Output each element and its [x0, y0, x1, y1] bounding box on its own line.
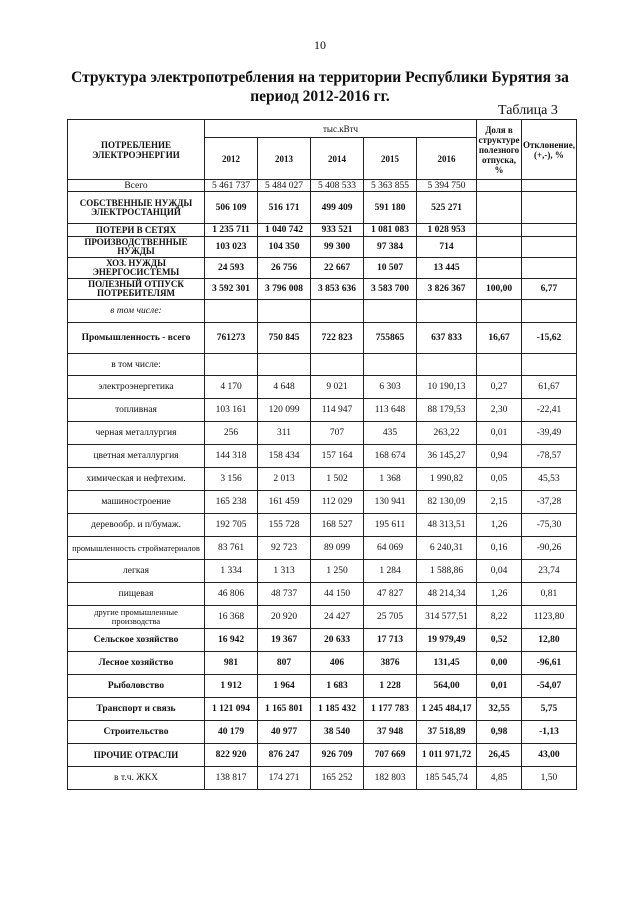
row-label: другие промышленные производства [68, 606, 205, 629]
deviation-value: -39,49 [522, 422, 577, 445]
year-value: 1 177 783 [364, 698, 417, 721]
year-value: 158 434 [258, 445, 311, 468]
share-value: 0,05 [477, 468, 522, 491]
row-label: Строительство [68, 721, 205, 744]
year-value: 1 185 432 [311, 698, 364, 721]
year-value: 314 577,51 [417, 606, 477, 629]
year-value: 19 979,49 [417, 629, 477, 652]
year-value: 46 806 [205, 583, 258, 606]
year-value [311, 354, 364, 376]
year-value: 876 247 [258, 744, 311, 767]
deviation-value: -75,30 [522, 514, 577, 537]
share-value [477, 300, 522, 323]
row-label: легкая [68, 560, 205, 583]
share-value: 0,16 [477, 537, 522, 560]
year-value: 761273 [205, 323, 258, 354]
year-value: 525 271 [417, 192, 477, 224]
year-value: 131,45 [417, 652, 477, 675]
row-label: цветная металлургия [68, 445, 205, 468]
year-value: 1 284 [364, 560, 417, 583]
share-value: 1,26 [477, 583, 522, 606]
year-value: 2 013 [258, 468, 311, 491]
year-value: 103 161 [205, 399, 258, 422]
row-label: ПОЛЕЗНЫЙ ОТПУСК ПОТРЕБИТЕЛЯМ [68, 279, 205, 300]
year-value: 104 350 [258, 237, 311, 258]
table-row [68, 583, 577, 606]
share-value: 2,15 [477, 491, 522, 514]
row-label: Всего [68, 180, 205, 192]
year-value: 1 165 801 [258, 698, 311, 721]
row-label: химическая и нефтехим. [68, 468, 205, 491]
year-value [258, 300, 311, 323]
year-value: 103 023 [205, 237, 258, 258]
year-value: 168 527 [311, 514, 364, 537]
row-label: СОБСТВЕННЫЕ НУЖДЫ ЭЛЕКТРОСТАНЦИЙ [68, 192, 205, 224]
row-label: Транспорт и связь [68, 698, 205, 721]
year-value: 6 303 [364, 376, 417, 399]
electricity-table [67, 119, 577, 790]
year-value: 1 081 083 [364, 224, 417, 237]
share-value: 4,85 [477, 767, 522, 790]
deviation-value [522, 224, 577, 237]
year-value: 44 150 [311, 583, 364, 606]
share-value: 1,26 [477, 514, 522, 537]
table-row [68, 399, 577, 422]
year-value: 4 648 [258, 376, 311, 399]
share-value: 0,94 [477, 445, 522, 468]
year-value: 926 709 [311, 744, 364, 767]
year-value: 20 633 [311, 629, 364, 652]
year-value: 40 179 [205, 721, 258, 744]
row-label: в том числе: [68, 300, 205, 323]
table-row [68, 279, 577, 300]
year-value: 38 540 [311, 721, 364, 744]
deviation-value: -54,07 [522, 675, 577, 698]
row-label: Промышленность - всего [68, 323, 205, 354]
year-value [311, 300, 364, 323]
year-value: 1 368 [364, 468, 417, 491]
table-row [68, 258, 577, 279]
share-value: 0,04 [477, 560, 522, 583]
year-value: 99 300 [311, 237, 364, 258]
year-value: 48 313,51 [417, 514, 477, 537]
year-value: 499 409 [311, 192, 364, 224]
year-value: 192 705 [205, 514, 258, 537]
table-row [68, 323, 577, 354]
deviation-value: 61,67 [522, 376, 577, 399]
year-value: 89 099 [311, 537, 364, 560]
share-value: 100,00 [477, 279, 522, 300]
year-value: 17 713 [364, 629, 417, 652]
year-value: 20 920 [258, 606, 311, 629]
share-value: 0,27 [477, 376, 522, 399]
share-value: 0,52 [477, 629, 522, 652]
year-value [417, 354, 477, 376]
share-value [477, 224, 522, 237]
share-value: 16,67 [477, 323, 522, 354]
deviation-value: -96,61 [522, 652, 577, 675]
year-value: 48 214,34 [417, 583, 477, 606]
year-value: 5 461 737 [205, 180, 258, 192]
year-value: 755865 [364, 323, 417, 354]
year-value [364, 300, 417, 323]
row-label: Лесное хозяйство [68, 652, 205, 675]
year-value: 5 363 855 [364, 180, 417, 192]
year-value: 155 728 [258, 514, 311, 537]
page-title [60, 68, 580, 106]
year-value: 722 823 [311, 323, 364, 354]
deviation-value [522, 192, 577, 224]
table-row [68, 224, 577, 237]
year-value: 406 [311, 652, 364, 675]
year-value: 506 109 [205, 192, 258, 224]
header-deviation: Отклонение, (+,-), % [522, 120, 577, 180]
year-value: 3 826 367 [417, 279, 477, 300]
table-row [68, 468, 577, 491]
table-row [68, 767, 577, 790]
share-value: 0,98 [477, 721, 522, 744]
header-year: 2016 [417, 138, 477, 180]
row-label: электроэнергетика [68, 376, 205, 399]
table-row [68, 606, 577, 629]
year-value [417, 300, 477, 323]
row-label: ПРОЧИЕ ОТРАСЛИ [68, 744, 205, 767]
year-value: 5 484 027 [258, 180, 311, 192]
year-value: 16 368 [205, 606, 258, 629]
year-value: 3 583 700 [364, 279, 417, 300]
table-row [68, 192, 577, 224]
deviation-value: 43,00 [522, 744, 577, 767]
year-value: 564,00 [417, 675, 477, 698]
deviation-value: 23,74 [522, 560, 577, 583]
share-value: 26,45 [477, 744, 522, 767]
year-value: 10 190,13 [417, 376, 477, 399]
year-value: 182 803 [364, 767, 417, 790]
year-value: 5 394 750 [417, 180, 477, 192]
year-value: 37 518,89 [417, 721, 477, 744]
deviation-value: 45,53 [522, 468, 577, 491]
year-value: 807 [258, 652, 311, 675]
year-value: 88 179,53 [417, 399, 477, 422]
year-value: 16 942 [205, 629, 258, 652]
year-value: 714 [417, 237, 477, 258]
table-caption: Таблица 3 [498, 103, 558, 118]
year-value: 25 705 [364, 606, 417, 629]
deviation-value [522, 354, 577, 376]
row-label: промышленность стройматериалов [68, 537, 205, 560]
year-value: 637 833 [417, 323, 477, 354]
table-row [68, 376, 577, 399]
year-value: 1 245 484,17 [417, 698, 477, 721]
year-value: 1 250 [311, 560, 364, 583]
deviation-value: -37,28 [522, 491, 577, 514]
year-value: 26 756 [258, 258, 311, 279]
year-value: 97 384 [364, 237, 417, 258]
deviation-value: -90,26 [522, 537, 577, 560]
deviation-value: 6,77 [522, 279, 577, 300]
year-value: 707 669 [364, 744, 417, 767]
table-row [68, 560, 577, 583]
header-year: 2014 [311, 138, 364, 180]
year-value: 3 853 636 [311, 279, 364, 300]
year-value: 1 683 [311, 675, 364, 698]
row-label: деревообр. и п/бумаж. [68, 514, 205, 537]
table-row [68, 537, 577, 560]
year-value: 9 021 [311, 376, 364, 399]
year-value: 707 [311, 422, 364, 445]
title-line-2: период 2012-2016 гг. [250, 88, 390, 105]
deviation-value: 12,80 [522, 629, 577, 652]
year-value: 263,22 [417, 422, 477, 445]
table-row [68, 422, 577, 445]
row-label: машиностроение [68, 491, 205, 514]
share-value [477, 258, 522, 279]
year-value: 1 964 [258, 675, 311, 698]
year-value: 1 011 971,72 [417, 744, 477, 767]
table-row [68, 237, 577, 258]
title-line-1: Структура электропотребления на территории Республики Бурятия за [71, 69, 569, 86]
year-value: 48 737 [258, 583, 311, 606]
year-value: 5 408 533 [311, 180, 364, 192]
header-share: Доля в структуре полезного отпуска, % [477, 120, 522, 180]
year-value [205, 354, 258, 376]
year-value: 161 459 [258, 491, 311, 514]
deviation-value: 0,81 [522, 583, 577, 606]
table-row [68, 744, 577, 767]
year-value: 24 427 [311, 606, 364, 629]
year-value: 1 235 711 [205, 224, 258, 237]
row-label: Рыболовство [68, 675, 205, 698]
year-value: 144 318 [205, 445, 258, 468]
year-value: 1 313 [258, 560, 311, 583]
row-label: в т.ч. ЖКХ [68, 767, 205, 790]
deviation-value: 1123,80 [522, 606, 577, 629]
year-value: 22 667 [311, 258, 364, 279]
year-value [258, 354, 311, 376]
year-value: 40 977 [258, 721, 311, 744]
share-value [477, 180, 522, 192]
row-label: черная металлургия [68, 422, 205, 445]
year-value: 6 240,31 [417, 537, 477, 560]
year-value: 1 334 [205, 560, 258, 583]
year-value: 1 588,86 [417, 560, 477, 583]
deviation-value: -78,57 [522, 445, 577, 468]
table-row [68, 721, 577, 744]
year-value [205, 300, 258, 323]
row-label: ХОЗ. НУЖДЫ ЭНЕРГОСИСТЕМЫ [68, 258, 205, 279]
year-value: 10 507 [364, 258, 417, 279]
year-value: 112 029 [311, 491, 364, 514]
year-value: 24 593 [205, 258, 258, 279]
share-value [477, 354, 522, 376]
deviation-value [522, 258, 577, 279]
row-label: топливная [68, 399, 205, 422]
year-value: 168 674 [364, 445, 417, 468]
year-value: 64 069 [364, 537, 417, 560]
year-value: 47 827 [364, 583, 417, 606]
table-row [68, 180, 577, 192]
year-value: 311 [258, 422, 311, 445]
year-value [364, 354, 417, 376]
year-value: 1 228 [364, 675, 417, 698]
table-row [68, 354, 577, 376]
header-year: 2015 [364, 138, 417, 180]
year-value: 981 [205, 652, 258, 675]
year-value: 516 171 [258, 192, 311, 224]
year-value: 37 948 [364, 721, 417, 744]
year-value: 120 099 [258, 399, 311, 422]
year-value: 185 545,74 [417, 767, 477, 790]
year-value: 1 040 742 [258, 224, 311, 237]
share-value: 0,00 [477, 652, 522, 675]
share-value: 2,30 [477, 399, 522, 422]
year-value: 1 990,82 [417, 468, 477, 491]
share-value [477, 192, 522, 224]
table-row [68, 491, 577, 514]
year-value: 435 [364, 422, 417, 445]
page-number: 10 [314, 38, 326, 52]
share-value: 32,55 [477, 698, 522, 721]
year-value: 36 145,27 [417, 445, 477, 468]
year-value: 130 941 [364, 491, 417, 514]
deviation-value: 1,50 [522, 767, 577, 790]
year-value: 591 180 [364, 192, 417, 224]
deviation-value: -15,62 [522, 323, 577, 354]
year-value: 750 845 [258, 323, 311, 354]
year-value: 822 920 [205, 744, 258, 767]
row-label: Сельское хозяйство [68, 629, 205, 652]
share-value: 0,01 [477, 422, 522, 445]
row-label: ПОТЕРИ В СЕТЯХ [68, 224, 205, 237]
deviation-value [522, 180, 577, 192]
table-row [68, 445, 577, 468]
table-row [68, 629, 577, 652]
table-row [68, 300, 577, 323]
header-category: ПОТРЕБЛЕНИЕ ЭЛЕКТРОЭНЕРГИИ [68, 120, 205, 180]
header-units: тыс.кВтч [205, 120, 477, 138]
deviation-value: -22,41 [522, 399, 577, 422]
year-value: 195 611 [364, 514, 417, 537]
year-value: 4 170 [205, 376, 258, 399]
year-value: 82 130,09 [417, 491, 477, 514]
year-value: 113 648 [364, 399, 417, 422]
table-row [68, 514, 577, 537]
year-value: 92 723 [258, 537, 311, 560]
year-value: 138 817 [205, 767, 258, 790]
share-value: 8,22 [477, 606, 522, 629]
deviation-value [522, 237, 577, 258]
share-value [477, 237, 522, 258]
year-value: 933 521 [311, 224, 364, 237]
year-value: 1 121 094 [205, 698, 258, 721]
deviation-value [522, 300, 577, 323]
year-value: 3 796 008 [258, 279, 311, 300]
year-value: 1 502 [311, 468, 364, 491]
year-value: 157 164 [311, 445, 364, 468]
year-value: 256 [205, 422, 258, 445]
year-value: 165 238 [205, 491, 258, 514]
year-value: 83 761 [205, 537, 258, 560]
year-value: 174 271 [258, 767, 311, 790]
year-value: 165 252 [311, 767, 364, 790]
table-row [68, 652, 577, 675]
row-label: в том числе: [68, 354, 205, 376]
table-row [68, 698, 577, 721]
header-year: 2013 [258, 138, 311, 180]
row-label: пищевая [68, 583, 205, 606]
year-value: 3876 [364, 652, 417, 675]
year-value: 3 592 301 [205, 279, 258, 300]
deviation-value: 5,75 [522, 698, 577, 721]
header-year: 2012 [205, 138, 258, 180]
year-value: 3 156 [205, 468, 258, 491]
year-value: 19 367 [258, 629, 311, 652]
row-label: ПРОИЗВОДСТВЕННЫЕ НУЖДЫ [68, 237, 205, 258]
year-value: 114 947 [311, 399, 364, 422]
year-value: 1 912 [205, 675, 258, 698]
year-value: 13 445 [417, 258, 477, 279]
table-row [68, 675, 577, 698]
year-value: 1 028 953 [417, 224, 477, 237]
share-value: 0,01 [477, 675, 522, 698]
deviation-value: -1,13 [522, 721, 577, 744]
